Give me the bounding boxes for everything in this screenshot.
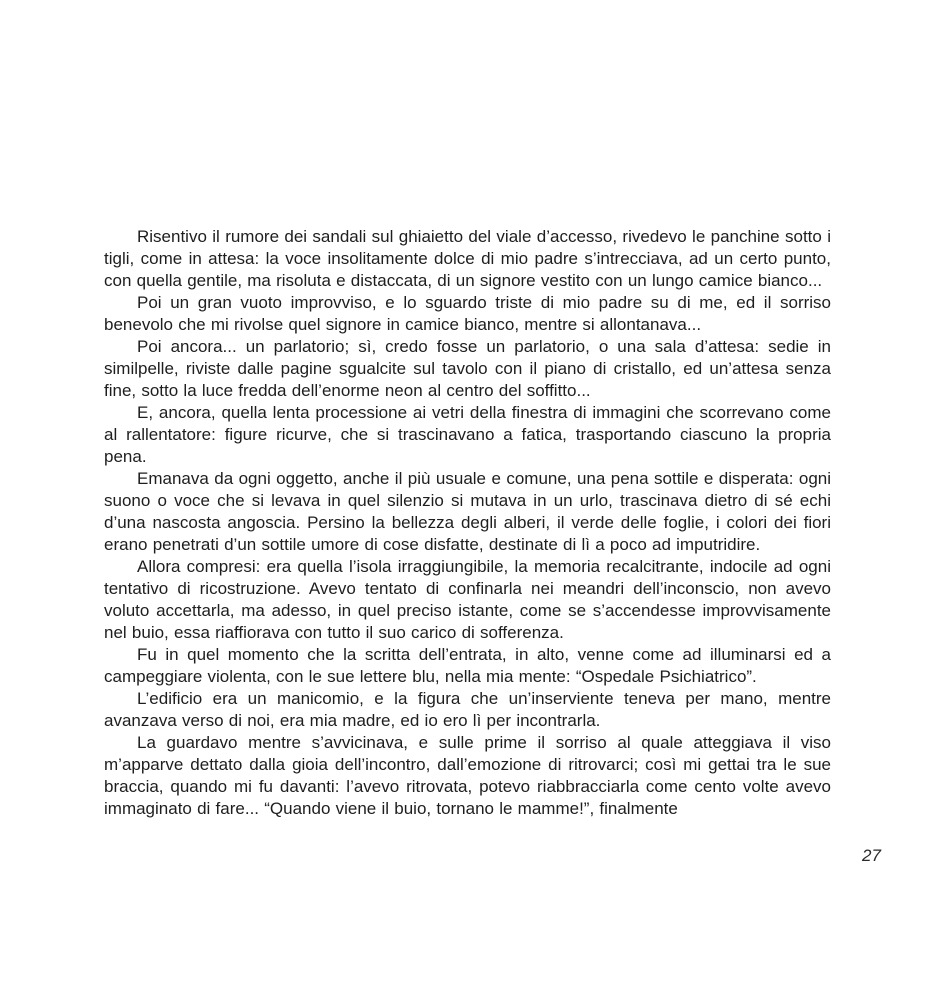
- paragraph: Poi ancora... un parlatorio; sì, credo fosse un parlatorio, o una sala d’attesa: sedie in similpelle, riviste dalle pagine sgualcite sul tavolo con il piano di cristallo, ed un’attesa senza fine, sotto la luce fredda dell’enorme neon al centro del soffitto...: [104, 337, 831, 400]
- paragraph: La guardavo mentre s’avvicinava, e sulle prime il sorriso al quale atteggiava il viso m’apparve dettato dalla gioia dell’incontro, dall’emozione di ritrovarci; così mi gettai tra le sue braccia, quando mi fu davanti: l’avevo ritrovata, potevo riabbracciarla come cento volte avevo immaginato di fare... “Quando viene il buio, tornano le mamme!”, finalmente: [104, 733, 831, 818]
- paragraph: Poi un gran vuoto improvviso, e lo sguardo triste di mio padre su di me, ed il sorriso benevolo che mi rivolse quel signore in camice bianco, mentre si allontanava...: [104, 293, 831, 334]
- paragraph: Risentivo il rumore dei sandali sul ghiaietto del viale d’accesso, rivedevo le panchine sotto i tigli, come in attesa: la voce insolitamente dolce di mio padre s’intrecciava, ad un certo punto, con quella gentile, ma risoluta e distaccata, di un signore vestito con un lungo camice bianco...: [104, 227, 831, 290]
- paragraph: Emanava da ogni oggetto, anche il più usuale e comune, una pena sottile e disperata: ogni suono o voce che si levava in quel silenzio si mutava in un urlo, trascinava dietro di sé echi d’una nascosta angoscia. Persino la bellezza degli alberi, il verde delle foglie, i colori dei fiori erano penetrati d’un sottile umore di cose disfatte, destinate di lì a poco ad imputridire.: [104, 469, 831, 554]
- paragraph: L’edificio era un manicomio, e la figura che un’inserviente teneva per mano, mentre avanzava verso di noi, era mia madre, ed io ero lì per incontrarla.: [104, 689, 831, 730]
- paragraph: Fu in quel momento che la scritta dell’entrata, in alto, venne come ad illuminarsi ed a campeggiare violenta, con le sue lettere blu, nella mia mente: “Ospedale Psichiatrico”.: [104, 645, 831, 686]
- paragraph: Allora compresi: era quella l’isola irraggiungibile, la memoria recalcitrante, indocile ad ogni tentativo di ricostruzione. Avevo tentato di confinarla nei meandri dell’inconscio, non avevo voluto accettarla, ma adesso, in quel preciso istante, come se s’accendesse improvvisamente nel buio, essa riaffiorava con tutto il suo carico di sofferenza.: [104, 557, 831, 642]
- page-number: 27: [862, 846, 881, 865]
- paragraph: E, ancora, quella lenta processione ai vetri della finestra di immagini che scorrevano come al rallentatore: figure ricurve, che si trascinavano a fatica, trasportando ciascuno la propria pena.: [104, 403, 831, 466]
- body-text: [104, 226, 831, 820]
